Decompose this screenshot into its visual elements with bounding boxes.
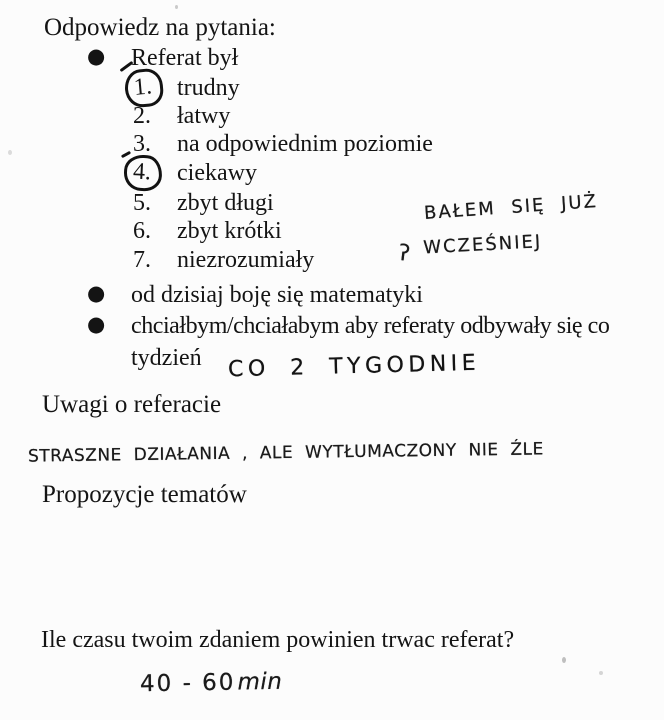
option-row-latwy [0,103,664,133]
option-row-ciekawy [0,160,664,190]
statement-frequency-line2: tydzień [131,345,202,371]
option-number-circled: 1. [123,67,164,108]
statement-frequency-line2-row [0,345,664,383]
option-number: 7. [133,247,151,273]
statement-fear-label: od dzisiaj boję się matematyki [131,282,423,308]
option-row-trudny [0,75,664,105]
question-referat [0,45,664,75]
question-referat-label: Referat był [131,45,239,71]
duration-range: 40 - 60 [139,669,236,698]
statement-fear [0,282,664,312]
bullet-icon: ● [87,281,106,305]
option-row-poziom [0,131,664,161]
duration-question: Ile czasu twoim zdaniem powinien trwac referat? [41,627,515,653]
handwritten-fear-note-line1: BAŁEM SIĘ JUŻ [423,190,599,225]
statement-frequency [0,313,664,343]
scan-speck [599,671,603,675]
page-title: Odpowiedz na pytania: [44,14,276,41]
remarks-heading: Uwagi o referacie [42,391,222,418]
option-label: zbyt długi [177,190,274,216]
option-label: łatwy [177,103,231,129]
bullet-icon: ● [87,44,106,68]
option-number-circled: 4. [123,154,163,192]
topics-heading: Propozycje tematów [42,481,247,508]
option-number: 6. [133,218,151,244]
option-number: 3. [133,131,151,157]
handwritten-word: WCZEŚNIEJ [422,231,543,259]
duration-unit: min [237,668,283,696]
option-label: zbyt krótki [177,218,282,244]
handwritten-remarks-answer: STRASZNE DZIAŁANIA , ALE WYTŁUMACZONY NIE ŹLE [27,439,544,467]
scan-speck [8,150,12,155]
bullet-icon: ● [87,312,106,336]
option-label: na odpowiednim poziomie [177,131,433,157]
option-number: 5. [133,190,151,216]
handwritten-duration-answer [139,668,283,698]
scan-speck [175,5,178,9]
option-label: niezrozumiały [177,247,315,273]
option-number: 2. [133,103,151,129]
option-row-krotki [0,218,664,248]
handwritten-frequency-answer: CO 2 TYGODNIE [227,350,481,383]
pen-mark-icon: ʔ [396,240,414,268]
option-label: trudny [177,75,240,101]
scan-speck [562,657,566,663]
option-label: ciekawy [177,160,257,186]
statement-frequency-line1: chciałbym/chciałabym aby referaty odbywały się co [131,313,610,339]
option-row-niezrozumialy [0,247,664,277]
